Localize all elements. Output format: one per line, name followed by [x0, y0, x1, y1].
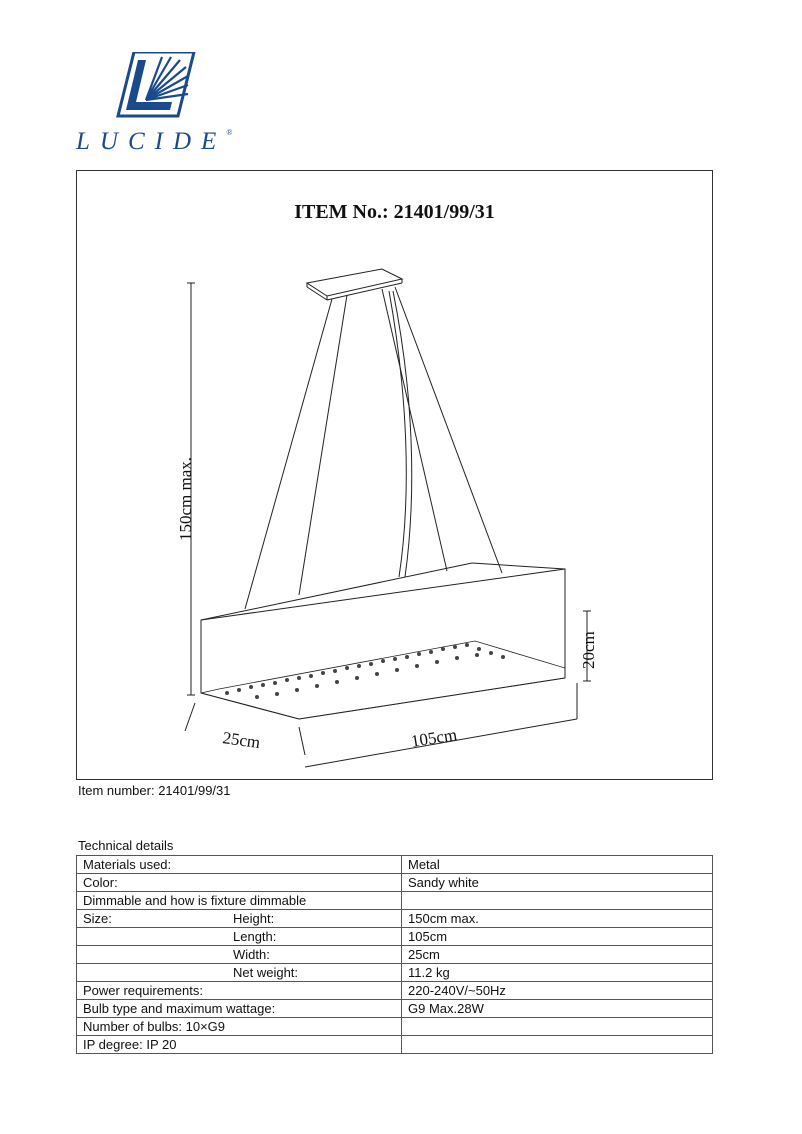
- size-label: Size:: [83, 911, 112, 926]
- table-row: [77, 1000, 713, 1018]
- table-row: [77, 874, 713, 892]
- item-number-line: Item number: 21401/99/31: [78, 783, 231, 798]
- table-row: [77, 892, 713, 910]
- spec-label: Bulb type and maximum wattage:: [77, 1000, 402, 1018]
- table-row: [77, 946, 713, 964]
- drawing-item-title: ITEM No.: 21401/99/31: [294, 201, 495, 223]
- canopy: [307, 269, 402, 296]
- table-row: [77, 928, 713, 946]
- size-height-label: Height:: [233, 911, 275, 926]
- spec-value: [402, 892, 713, 910]
- size-length-label: Length:: [233, 929, 277, 944]
- dim-length-label: 105cm: [409, 724, 459, 751]
- spec-label: Color:: [77, 874, 402, 892]
- spec-value: 105cm: [402, 928, 713, 946]
- table-row: [77, 910, 713, 928]
- table-row: [77, 856, 713, 874]
- spec-value: Metal: [402, 856, 713, 874]
- spec-value: 220-240V/~50Hz: [402, 982, 713, 1000]
- spec-value: Sandy white: [402, 874, 713, 892]
- spec-value: G9 Max.28W: [402, 1000, 713, 1018]
- cable: [299, 295, 347, 595]
- spec-label: [77, 910, 402, 928]
- spec-label: [77, 928, 402, 946]
- spec-label: [77, 946, 402, 964]
- technical-details-table: [76, 855, 713, 1054]
- cable: [245, 299, 332, 609]
- technical-drawing-frame: [76, 170, 713, 780]
- spec-label: Dimmable and how is fixture dimmable: [77, 892, 402, 910]
- lucide-logo-mark: [116, 52, 196, 118]
- spec-label: IP degree: IP 20: [77, 1036, 402, 1054]
- spec-label: Power requirements:: [77, 982, 402, 1000]
- size-width-label: Width:: [233, 947, 270, 962]
- lucide-logo: [76, 52, 233, 162]
- dim-fixture-height-label: 20cm: [579, 631, 598, 669]
- table-row: [77, 1036, 713, 1054]
- spec-value: [402, 1018, 713, 1036]
- spec-value: 150cm max.: [402, 910, 713, 928]
- table-row: [77, 964, 713, 982]
- cable: [382, 289, 447, 571]
- spec-label: Materials used:: [77, 856, 402, 874]
- logo-wordmark: LUCIDE®: [76, 128, 233, 155]
- power-cord: [389, 291, 406, 577]
- technical-details-caption: Technical details: [78, 838, 174, 853]
- spec-value: [402, 1036, 713, 1054]
- spec-value: 11.2 kg: [402, 964, 713, 982]
- spec-label: Number of bulbs: 10×G9: [77, 1018, 402, 1036]
- spec-label: [77, 964, 402, 982]
- fixture-drawing: [77, 171, 712, 779]
- shade-bottom-rim: [201, 641, 565, 719]
- table-row: [77, 982, 713, 1000]
- dim-height-label: 150cm max.: [176, 456, 195, 541]
- table-row: [77, 1018, 713, 1036]
- dim-depth-label: 25cm: [221, 728, 262, 753]
- spec-value: 25cm: [402, 946, 713, 964]
- size-weight-label: Net weight:: [233, 965, 299, 980]
